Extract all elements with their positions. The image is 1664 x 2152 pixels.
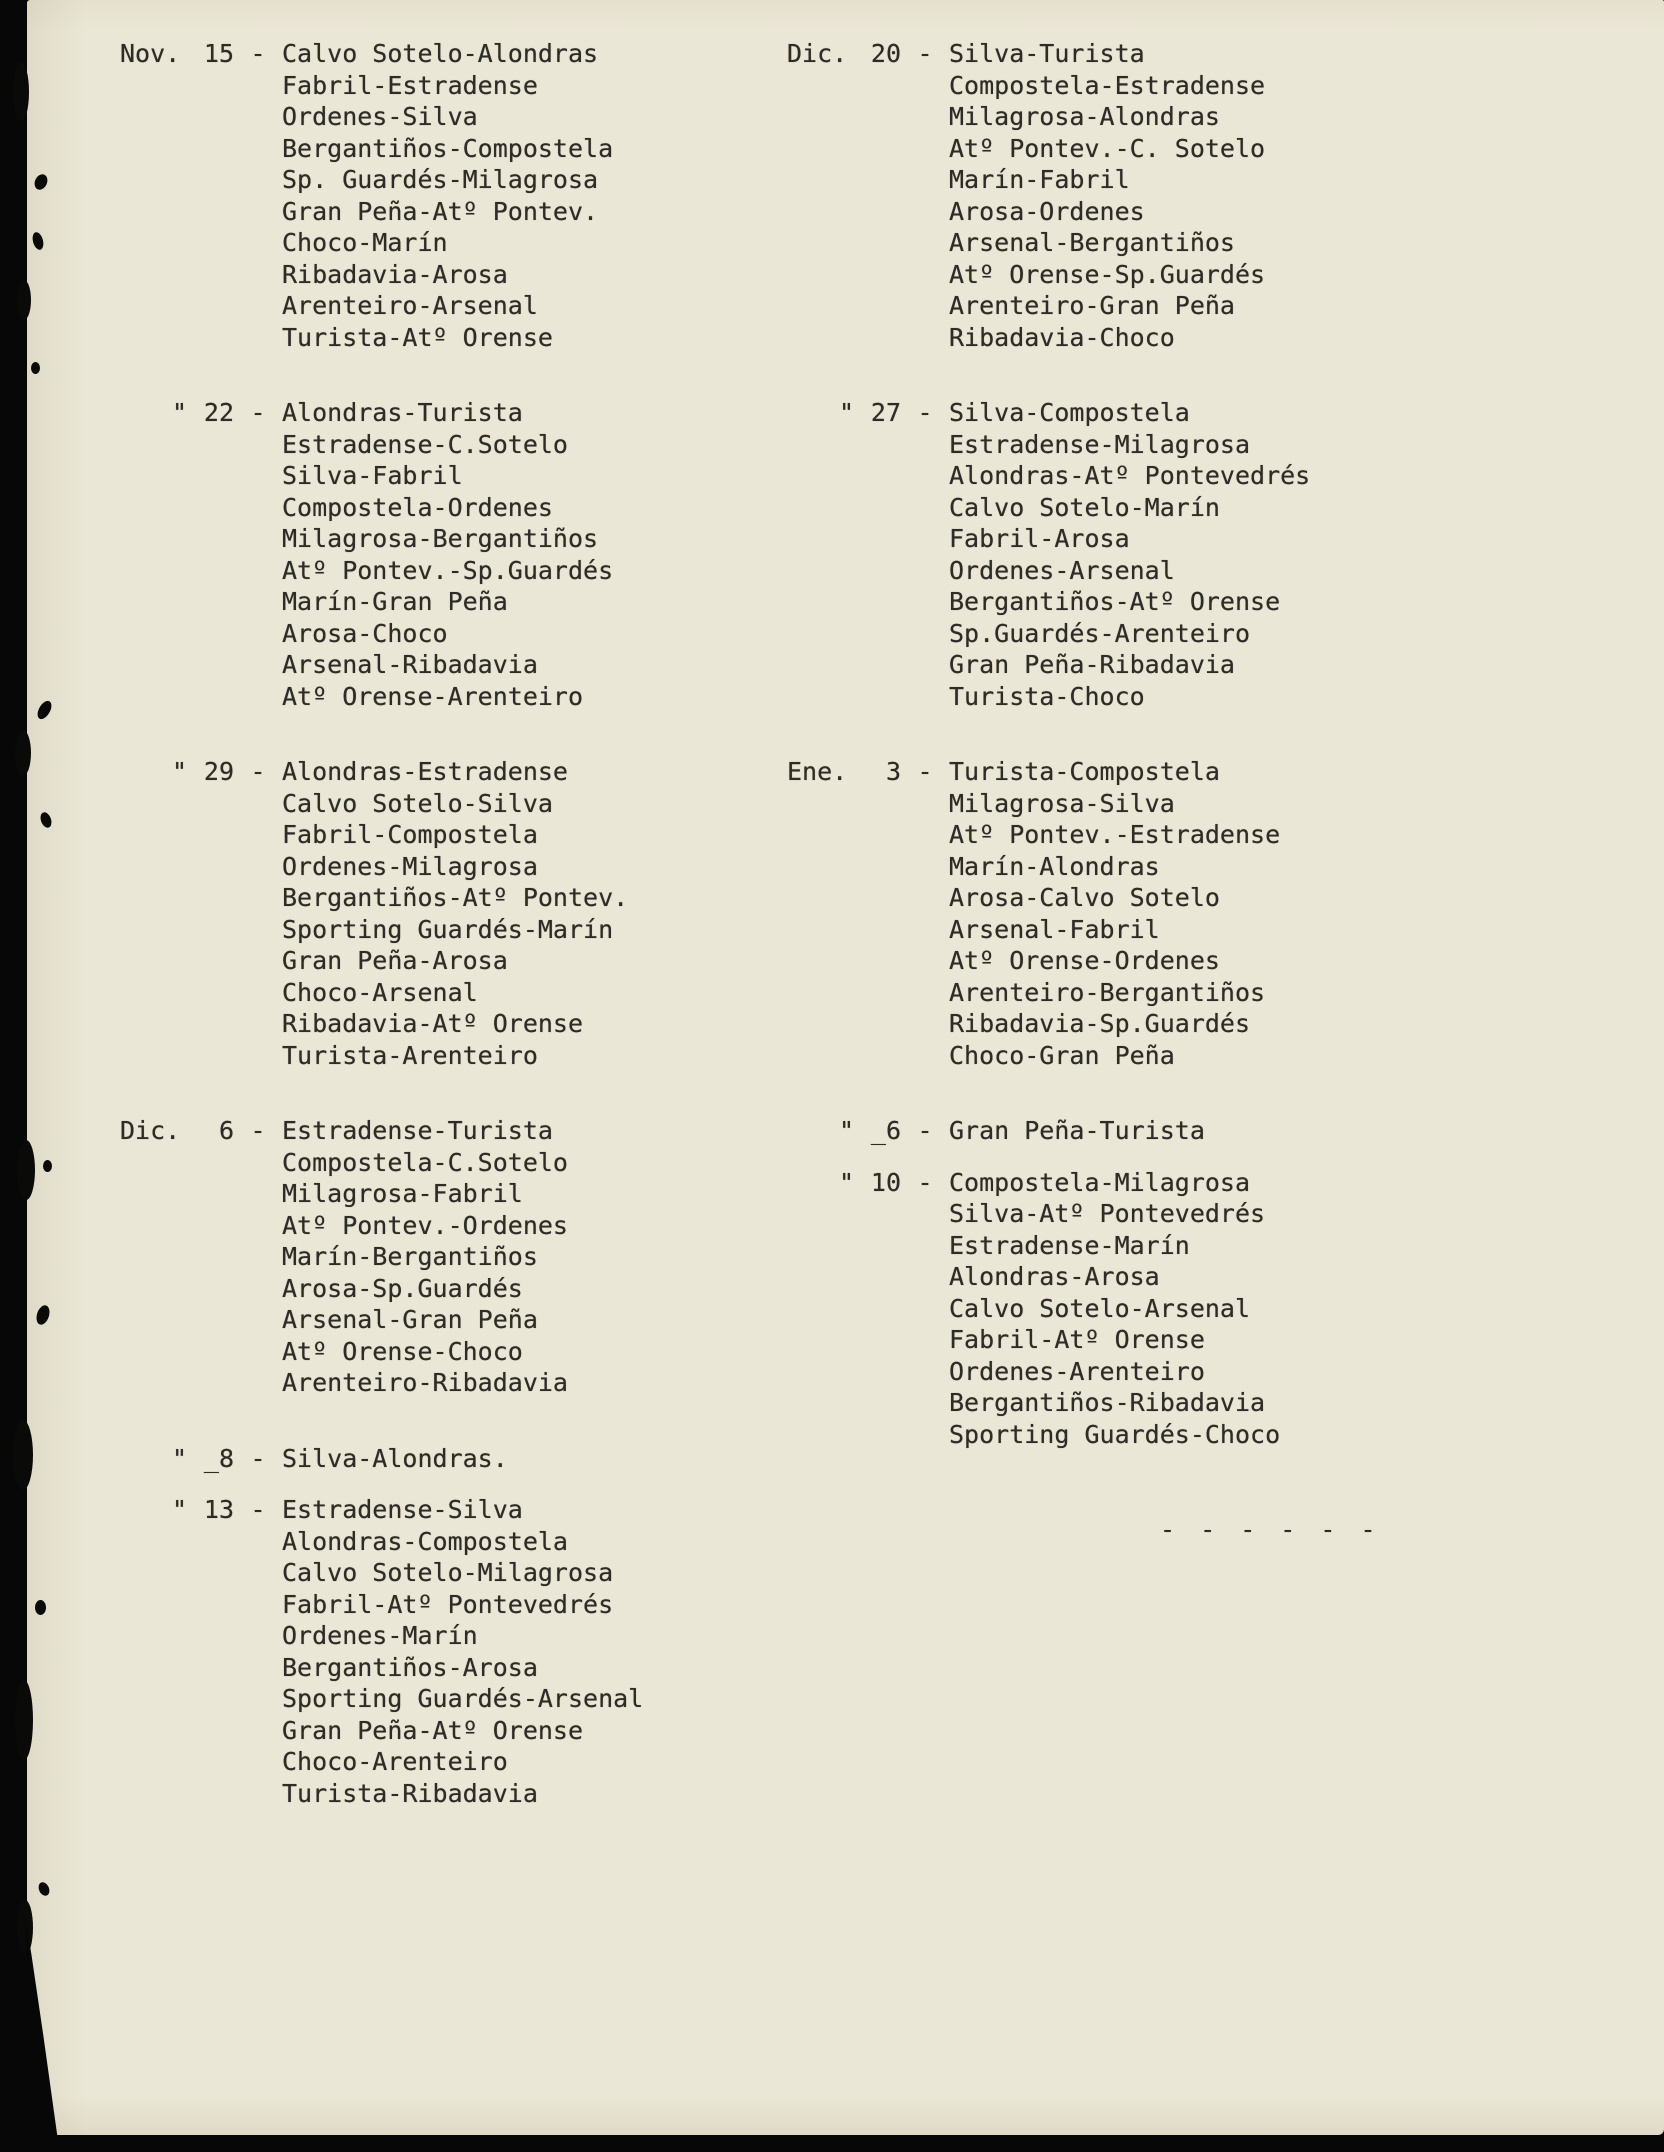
date-separator-dash: - — [250, 1116, 266, 1145]
match-line: Estradense-Marín — [949, 1230, 1190, 1260]
match-line: Ordenes-Arsenal — [949, 555, 1175, 585]
match-line: Compostela-Milagrosa — [949, 1167, 1251, 1197]
match-line: Arosa-Choco — [282, 618, 448, 648]
match-line: Arsenal-Ribadavia — [282, 650, 538, 679]
fixture-block — [120, 38, 760, 353]
match-list — [282, 1494, 760, 1809]
match-line: Atº Pontev.-C. Sotelo — [949, 133, 1266, 163]
match-line: Calvo Sotelo-Marín — [949, 492, 1220, 522]
ink-blot — [31, 231, 45, 251]
binding-hole — [13, 1420, 33, 1490]
match-line: Gran Peña-Turista — [949, 1116, 1205, 1145]
date-separator-dash: - — [250, 1495, 266, 1524]
match-line: Bergantiños-Atº Orense — [949, 587, 1281, 616]
match-line: Marín-Fabril — [949, 165, 1130, 194]
match-line: Atº Orense-Choco — [282, 1336, 523, 1366]
match-line: Estradense-Milagrosa — [949, 429, 1251, 459]
date-ditto-mark: " — [172, 398, 188, 427]
date-separator-dash: - — [250, 39, 266, 68]
ink-blot — [43, 1160, 52, 1172]
match-line: Ordenes-Silva — [282, 102, 478, 131]
match-list — [282, 756, 760, 1071]
date-day: 13 — [203, 1495, 234, 1524]
schedule-column-right — [787, 38, 1487, 1546]
match-line: Arenteiro-Gran Peña — [949, 291, 1235, 320]
match-line: Fabril-Atº Orense — [949, 1325, 1205, 1354]
match-line: Fabril-Estradense — [282, 70, 538, 100]
match-line: Calvo Sotelo-Milagrosa — [282, 1558, 614, 1587]
date-month: Nov. — [120, 39, 181, 68]
match-line: Compostela-Estradense — [949, 70, 1266, 100]
date-month: Dic. — [787, 39, 848, 68]
match-line: Turista-Atº Orense — [282, 322, 553, 352]
match-line: Turista-Ribadavia — [282, 1778, 538, 1808]
date-separator-dash: - — [250, 757, 266, 786]
fixture-block — [787, 397, 1487, 712]
end-dashed-line: - - - - - - — [1160, 1515, 1381, 1544]
date-day: 20 — [870, 39, 901, 68]
match-line: Atº Orense-Ordenes — [949, 946, 1220, 975]
match-line: Gran Peña-Atº Orense — [282, 1715, 584, 1745]
match-line: Marín-Alondras — [949, 851, 1160, 881]
match-line: Marín-Bergantiños — [282, 1242, 538, 1271]
ink-blot — [35, 1600, 46, 1615]
fixture-block — [120, 1443, 760, 1475]
date-day: _6 — [870, 1116, 901, 1145]
binding-hole — [15, 730, 31, 776]
match-line: Ordenes-Arenteiro — [949, 1356, 1205, 1386]
ink-blot — [39, 811, 54, 829]
date-ditto-mark: " — [839, 1116, 855, 1145]
match-line: Arosa-Calvo Sotelo — [949, 883, 1220, 912]
date-separator-dash: - — [917, 1116, 933, 1145]
match-list — [949, 1167, 1487, 1451]
match-list — [949, 397, 1487, 712]
match-line: Gran Peña-Atº Pontev. — [282, 196, 599, 226]
match-line: Atº Pontev.-Sp.Guardés — [282, 555, 614, 585]
match-line: Arenteiro-Bergantiños — [949, 977, 1266, 1007]
match-line: Estradense-Silva — [282, 1495, 523, 1524]
match-list — [949, 38, 1487, 353]
fixture-block — [120, 1494, 760, 1809]
match-line: Silva-Fabril — [282, 461, 463, 490]
match-line: Alondras-Compostela — [282, 1526, 568, 1556]
match-line: Silva-Turista — [949, 39, 1145, 68]
fixture-block — [120, 756, 760, 1071]
match-line: Fabril-Atº Pontevedrés — [282, 1589, 614, 1619]
date-month: Ene. — [787, 757, 848, 786]
match-line: Milagrosa-Silva — [949, 788, 1175, 818]
date-separator-dash: - — [917, 1167, 933, 1197]
match-line: Bergantiños-Atº Pontev. — [282, 883, 629, 912]
date-separator-dash: - — [917, 39, 933, 68]
match-line: Silva-Alondras. — [282, 1443, 508, 1473]
binding-hole — [13, 62, 29, 122]
fixture-block — [787, 1167, 1487, 1451]
date-day: 29 — [203, 757, 234, 786]
match-line: Arenteiro-Arsenal — [282, 291, 538, 320]
match-line: Alondras-Estradense — [282, 757, 568, 786]
date-separator-dash: - — [917, 398, 933, 427]
fixture-block — [120, 1115, 760, 1399]
match-line: Arosa-Sp.Guardés — [282, 1273, 523, 1303]
date-separator-dash: - — [250, 1443, 266, 1473]
match-line: Alondras-Atº Pontevedrés — [949, 461, 1311, 490]
ink-blot — [32, 172, 50, 192]
match-line: Ribadavia-Arosa — [282, 259, 508, 289]
match-list — [282, 397, 760, 712]
match-line: Arsenal-Bergantiños — [949, 228, 1235, 257]
match-list — [282, 1115, 760, 1399]
ink-blot — [31, 362, 40, 374]
match-line: Bergantiños-Ribadavia — [949, 1388, 1266, 1417]
date-ditto-mark: " — [172, 1443, 188, 1473]
match-line: Ordenes-Milagrosa — [282, 851, 538, 881]
date-separator-dash: - — [250, 398, 266, 427]
match-line: Atº Orense-Sp.Guardés — [949, 259, 1266, 289]
match-line: Sp.Guardés-Arenteiro — [949, 618, 1251, 648]
match-line: Sporting Guardés-Arsenal — [282, 1684, 644, 1713]
fixture-block — [120, 397, 760, 712]
match-line: Choco-Gran Peña — [949, 1040, 1175, 1070]
ink-blot — [37, 1881, 52, 1898]
match-line: Estradense-Turista — [282, 1116, 553, 1145]
match-line: Ribadavia-Choco — [949, 322, 1175, 352]
date-day: 22 — [203, 398, 234, 427]
match-line: Alondras-Arosa — [949, 1262, 1160, 1291]
match-line: Estradense-C.Sotelo — [282, 429, 568, 459]
date-day: 27 — [870, 398, 901, 427]
match-line: Calvo Sotelo-Silva — [282, 788, 553, 818]
match-line: Compostela-C.Sotelo — [282, 1147, 568, 1177]
match-line: Silva-Atº Pontevedrés — [949, 1199, 1266, 1228]
binding-hole — [17, 280, 31, 320]
match-line: Atº Pontev.-Estradense — [949, 820, 1281, 849]
fixture-block — [787, 756, 1487, 1071]
match-line: Gran Peña-Ribadavia — [949, 650, 1235, 679]
schedule-column-left — [120, 38, 760, 1853]
match-line: Sporting Guardés-Marín — [282, 914, 614, 944]
match-line: Ribadavia-Atº Orense — [282, 1009, 584, 1038]
match-line: Sp. Guardés-Milagrosa — [282, 165, 599, 194]
date-ditto-mark: " — [839, 1167, 855, 1197]
match-line: Compostela-Ordenes — [282, 492, 553, 522]
match-line: Calvo Sotelo-Alondras — [282, 39, 599, 68]
match-line: Sporting Guardés-Choco — [949, 1419, 1281, 1449]
fixture-block — [787, 38, 1487, 353]
date-day: 10 — [870, 1167, 901, 1197]
match-line: Atº Orense-Arenteiro — [282, 681, 584, 711]
match-line: Bergantiños-Arosa — [282, 1652, 538, 1682]
match-line: Atº Pontev.-Ordenes — [282, 1210, 568, 1240]
match-line: Ordenes-Marín — [282, 1621, 478, 1650]
match-line: Arenteiro-Ribadavia — [282, 1368, 568, 1397]
match-line: Turista-Choco — [949, 681, 1145, 711]
document-page — [27, 0, 1664, 2135]
match-list — [949, 1115, 1487, 1147]
match-line: Gran Peña-Arosa — [282, 946, 508, 975]
date-month: Dic. — [120, 1116, 181, 1145]
torn-corner — [25, 1915, 71, 2135]
match-line: Arosa-Ordenes — [949, 196, 1145, 226]
match-line: Bergantiños-Compostela — [282, 133, 614, 163]
match-line: Milagrosa-Bergantiños — [282, 524, 599, 553]
match-line: Turista-Arenteiro — [282, 1040, 538, 1070]
match-line: Alondras-Turista — [282, 398, 523, 427]
date-day: 3 — [885, 757, 901, 786]
match-line: Fabril-Arosa — [949, 524, 1130, 553]
match-line: Choco-Arsenal — [282, 977, 478, 1007]
fixture-block — [787, 1115, 1487, 1147]
date-day: _8 — [203, 1443, 234, 1473]
match-line: Calvo Sotelo-Arsenal — [949, 1293, 1251, 1323]
match-line: Milagrosa-Alondras — [949, 102, 1220, 131]
match-line: Fabril-Compostela — [282, 820, 538, 849]
binding-hole — [17, 1140, 35, 1200]
match-list — [949, 756, 1487, 1071]
date-ditto-mark: " — [839, 398, 855, 427]
date-ditto-mark: " — [172, 757, 188, 786]
date-day: 6 — [218, 1116, 234, 1145]
match-list — [282, 38, 760, 353]
ink-blot — [35, 699, 55, 722]
match-line: Arsenal-Fabril — [949, 914, 1160, 944]
match-line: Turista-Compostela — [949, 757, 1220, 786]
match-line: Marín-Gran Peña — [282, 587, 508, 616]
match-list — [282, 1443, 760, 1475]
match-line: Choco-Marín — [282, 228, 448, 257]
match-line: Ribadavia-Sp.Guardés — [949, 1009, 1251, 1038]
binding-hole — [15, 1680, 33, 1760]
match-line: Choco-Arenteiro — [282, 1747, 508, 1776]
match-line: Arsenal-Gran Peña — [282, 1305, 538, 1334]
match-line: Silva-Compostela — [949, 398, 1190, 427]
date-separator-dash: - — [917, 757, 933, 786]
match-line: Milagrosa-Fabril — [282, 1179, 523, 1208]
date-ditto-mark: " — [172, 1495, 188, 1524]
date-day: 15 — [203, 39, 234, 68]
ink-blot — [34, 1304, 52, 1327]
